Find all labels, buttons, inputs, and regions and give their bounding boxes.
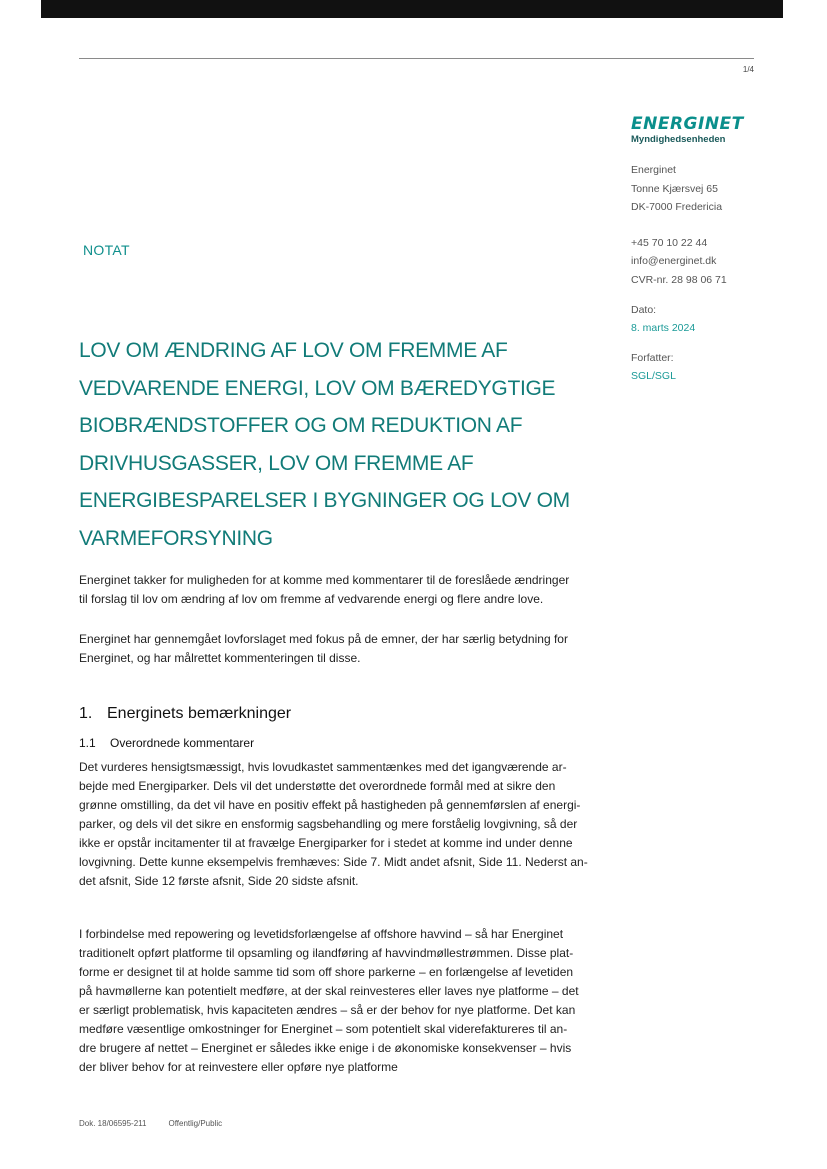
cvr-number: CVR-nr. 28 98 06 71 [631, 273, 727, 286]
logo-wordmark: ENERGINET [631, 114, 744, 134]
date-label: Dato: [631, 304, 657, 316]
text-line: parker, og dels vil det sikre en ensformig sagsbehandling og mere forståelig lovgivning, så der [79, 817, 578, 831]
text-line: er særligt problematisk, hvis kapaciteten ændres – så er der behov for nye platforme. Det kan [79, 1003, 576, 1017]
org-name: Energinet [631, 164, 676, 176]
section-number: 1. [79, 705, 93, 722]
author-block [631, 349, 801, 385]
classification: Offentlig/Public [168, 1119, 223, 1128]
title-line: VARMEFORSYNING [79, 526, 273, 550]
text-line: lovgivning. Dette kunne eksempelvis fremhæves: Side 7. Midt andet afsnit, Side 11. Nederst an- [79, 855, 588, 869]
contact-block [631, 234, 801, 290]
subsection-heading [79, 736, 254, 750]
title-line: VEDVARENDE ENERGI, LOV OM BÆREDYGTIGE [79, 376, 556, 400]
section-title: Energinets bemærkninger [107, 705, 292, 722]
street-address: Tonne Kjærsvej 65 [631, 182, 718, 195]
text-line: ikke er opstår incitamenter til at fravælge Energiparker for i stedet at komme ind under denne [79, 836, 573, 850]
phone-number: +45 70 10 22 44 [631, 236, 708, 249]
page-footer [79, 1119, 222, 1128]
logo-subtitle: Myndighedsenheden [631, 134, 726, 145]
text-line: det afsnit, Side 12 første afsnit, Side 20 sidste afsnit. [79, 874, 359, 888]
document-type: NOTAT [83, 242, 130, 258]
text-line: I forbindelse med repowering og levetidsforlængelse af offshore havvind – så har Energinet [79, 927, 564, 941]
text-line: der bliver behov for at reinvestere eller opføre nye platforme [79, 1060, 398, 1074]
top-bar [41, 0, 783, 18]
text-line: til forslag til lov om ændring af lov om fremme af vedvarende energi og flere andre love. [79, 592, 544, 606]
energinet-logo [631, 115, 744, 145]
text-line: bejde med Energiparker. Dels vil det understøtte det overordnede formål med at sikre den [79, 779, 556, 793]
focus-paragraph [79, 630, 619, 668]
title-line: ENERGIBESPARELSER I BYGNINGER OG LOV OM [79, 489, 570, 512]
page-number: 1/4 [742, 65, 754, 74]
text-line: grønne omstilling, da det vil have en positiv effekt på hastigheden på gennemførslen af energi- [79, 798, 581, 812]
text-line: Energinet, og har målrettet kommenteringen til disse. [79, 651, 361, 665]
document-number: Dok. 18/06595-211 [79, 1119, 147, 1128]
intro-paragraph [79, 571, 619, 609]
subsection-title: Overordnede kommentarer [110, 736, 255, 750]
author-value: SGL/SGL [631, 369, 676, 382]
text-line: traditionelt opført platforme til opsamling og ilandføring af havvindmøllestrømmen. Disse plat- [79, 946, 574, 960]
title-line: DRIVHUSGASSER, LOV OM FREMME AF [79, 451, 474, 475]
document-title [79, 332, 639, 557]
text-line: Energinet takker for muligheden for at komme med kommentarer til de foreslåede ændringer [79, 573, 570, 587]
date-value: 8. marts 2024 [631, 321, 696, 334]
header-rule [79, 58, 754, 59]
text-line: dre brugere af nettet – Energinet er således ikke enige i de økonomiske konsekvenser – hvis [79, 1041, 572, 1055]
text-line: Energinet har gennemgået lovforslaget med fokus på de emner, der har særlig betydning for [79, 632, 568, 646]
text-line: forme er designet til at holde samme tid som off shore parkerne – en forlængelse af levetiden [79, 965, 574, 979]
energiparker-paragraph [79, 758, 619, 891]
title-line: LOV OM ÆNDRING AF LOV OM FREMME AF [79, 339, 508, 362]
text-line: på havmøllerne kan potentielt medføre, at der skal reinvesteres eller laves nye platforme – det [79, 984, 579, 998]
sender-info [631, 161, 801, 397]
date-block [631, 301, 801, 337]
author-label: Forfatter: [631, 352, 674, 364]
address-block [631, 161, 801, 217]
subsection-number: 1.1 [79, 736, 96, 750]
city-address: DK-7000 Fredericia [631, 201, 723, 213]
repowering-paragraph [79, 925, 619, 1077]
section-heading [79, 705, 291, 723]
text-line: Det vurderes hensigtsmæssigt, hvis lovudkastet sammentænkes med det igangværende ar- [79, 760, 567, 774]
email-address: info@energinet.dk [631, 255, 717, 267]
text-line: medføre væsentlige omkostninger for Energinet – som potentielt skal viderefaktureres til an- [79, 1022, 568, 1036]
title-line: BIOBRÆNDSTOFFER OG OM REDUKTION AF [79, 414, 523, 437]
